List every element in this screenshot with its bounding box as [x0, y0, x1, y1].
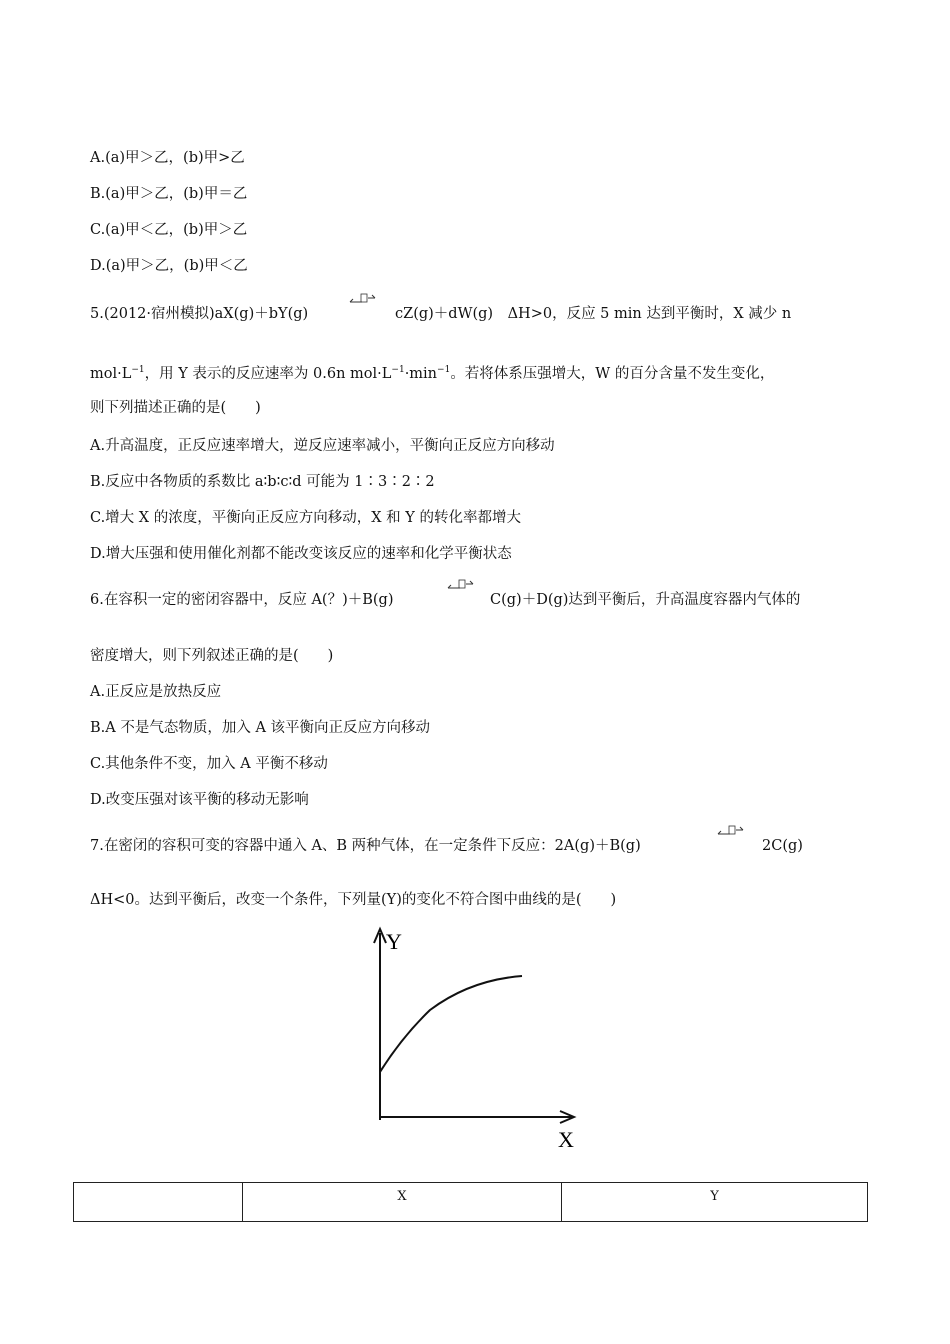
q4-option-c: C.(a)甲＜乙，(b)甲＞乙 [90, 222, 248, 238]
q6-option-d: D.改变压强对该平衡的移动无影响 [90, 792, 309, 808]
q6-line2: 密度增大，则下列叙述正确的是( ) [90, 648, 334, 664]
q5-option-b: B.反应中各物质的系数比 a∶b∶c∶d 可能为 1∶3∶2∶2 [90, 474, 435, 490]
q5-line3: 则下列描述正确的是( ) [90, 400, 261, 416]
q6-stem-part2: C(g)＋D(g)达到平衡后，升高温度容器内气体的 [490, 592, 801, 608]
q5-line2-sup1: −1 [131, 365, 145, 375]
table-header-cell [74, 1183, 243, 1222]
q4-option-d: D.(a)甲＞乙，(b)甲＜乙 [90, 258, 248, 274]
y-axis-label: Y [386, 929, 402, 954]
q6-option-b: B.A 不是气态物质，加入 A 该平衡向正反应方向移动 [90, 720, 431, 736]
q5-line2-c: ·min [404, 365, 438, 382]
q7-stem-part2: 2C(g) [762, 838, 803, 854]
x-axis-label: X [558, 1127, 574, 1152]
curve [380, 976, 522, 1072]
q6-option-c: C.其他条件不变，加入 A 平衡不移动 [90, 756, 328, 772]
q5-line2-a: mol·L [90, 365, 132, 382]
q5-line2-sup2: −1 [391, 365, 405, 375]
table-header-row [74, 1183, 868, 1222]
q5-stem-part1: 5.(2012·宿州模拟)aX(g)＋bY(g) [90, 306, 309, 322]
q5-option-c: C.增大 X 的浓度，平衡向正反应方向移动，X 和 Y 的转化率都增大 [90, 510, 521, 526]
q5-stem-part2: cZ(g)＋dW(g) ΔH>0，反应 5 min 达到平衡时，X 减少 n [395, 306, 792, 322]
q6-stem-part1: 6.在容积一定的密闭容器中，反应 A(？)＋B(g) [90, 592, 394, 608]
table-header-cell: X [243, 1183, 562, 1222]
q7-stem-part1: 7.在密闭的容积可变的容器中通入 A、B 两种气体，在一定条件下反应：2A(g)＋B(g) [90, 838, 641, 854]
q5-line2 [90, 360, 774, 384]
equilibrium-arrow-icon [348, 292, 376, 308]
q7-line2: ΔH<0。达到平衡后，改变一个条件，下列量(Y)的变化不符合图中曲线的是( ) [90, 892, 617, 908]
table-header-cell: Y [562, 1183, 868, 1222]
q4-option-a: A.(a)甲＞乙，(b)甲>乙 [90, 150, 245, 166]
equilibrium-arrow-icon [716, 824, 744, 840]
q5-line2-b: ，用 Y 表示的反应速率为 0.6n mol·L [144, 365, 392, 382]
equilibrium-arrow-icon [446, 578, 474, 594]
q5-line2-sup3: −1 [437, 365, 451, 375]
q5-option-d: D.增大压强和使用催化剂都不能改变该反应的速率和化学平衡状态 [90, 546, 512, 562]
q6-option-a: A.正反应是放热反应 [90, 684, 222, 700]
q4-option-b: B.(a)甲＞乙，(b)甲＝乙 [90, 186, 248, 202]
q5-line2-d: 。若将体系压强增大，W 的百分含量不发生变化， [450, 365, 775, 382]
answer-table [73, 1182, 868, 1222]
y-vs-x-graph [340, 925, 600, 1155]
q5-option-a: A.升高温度，正反应速率增大，逆反应速率减小，平衡向正反应方向移动 [90, 438, 555, 454]
